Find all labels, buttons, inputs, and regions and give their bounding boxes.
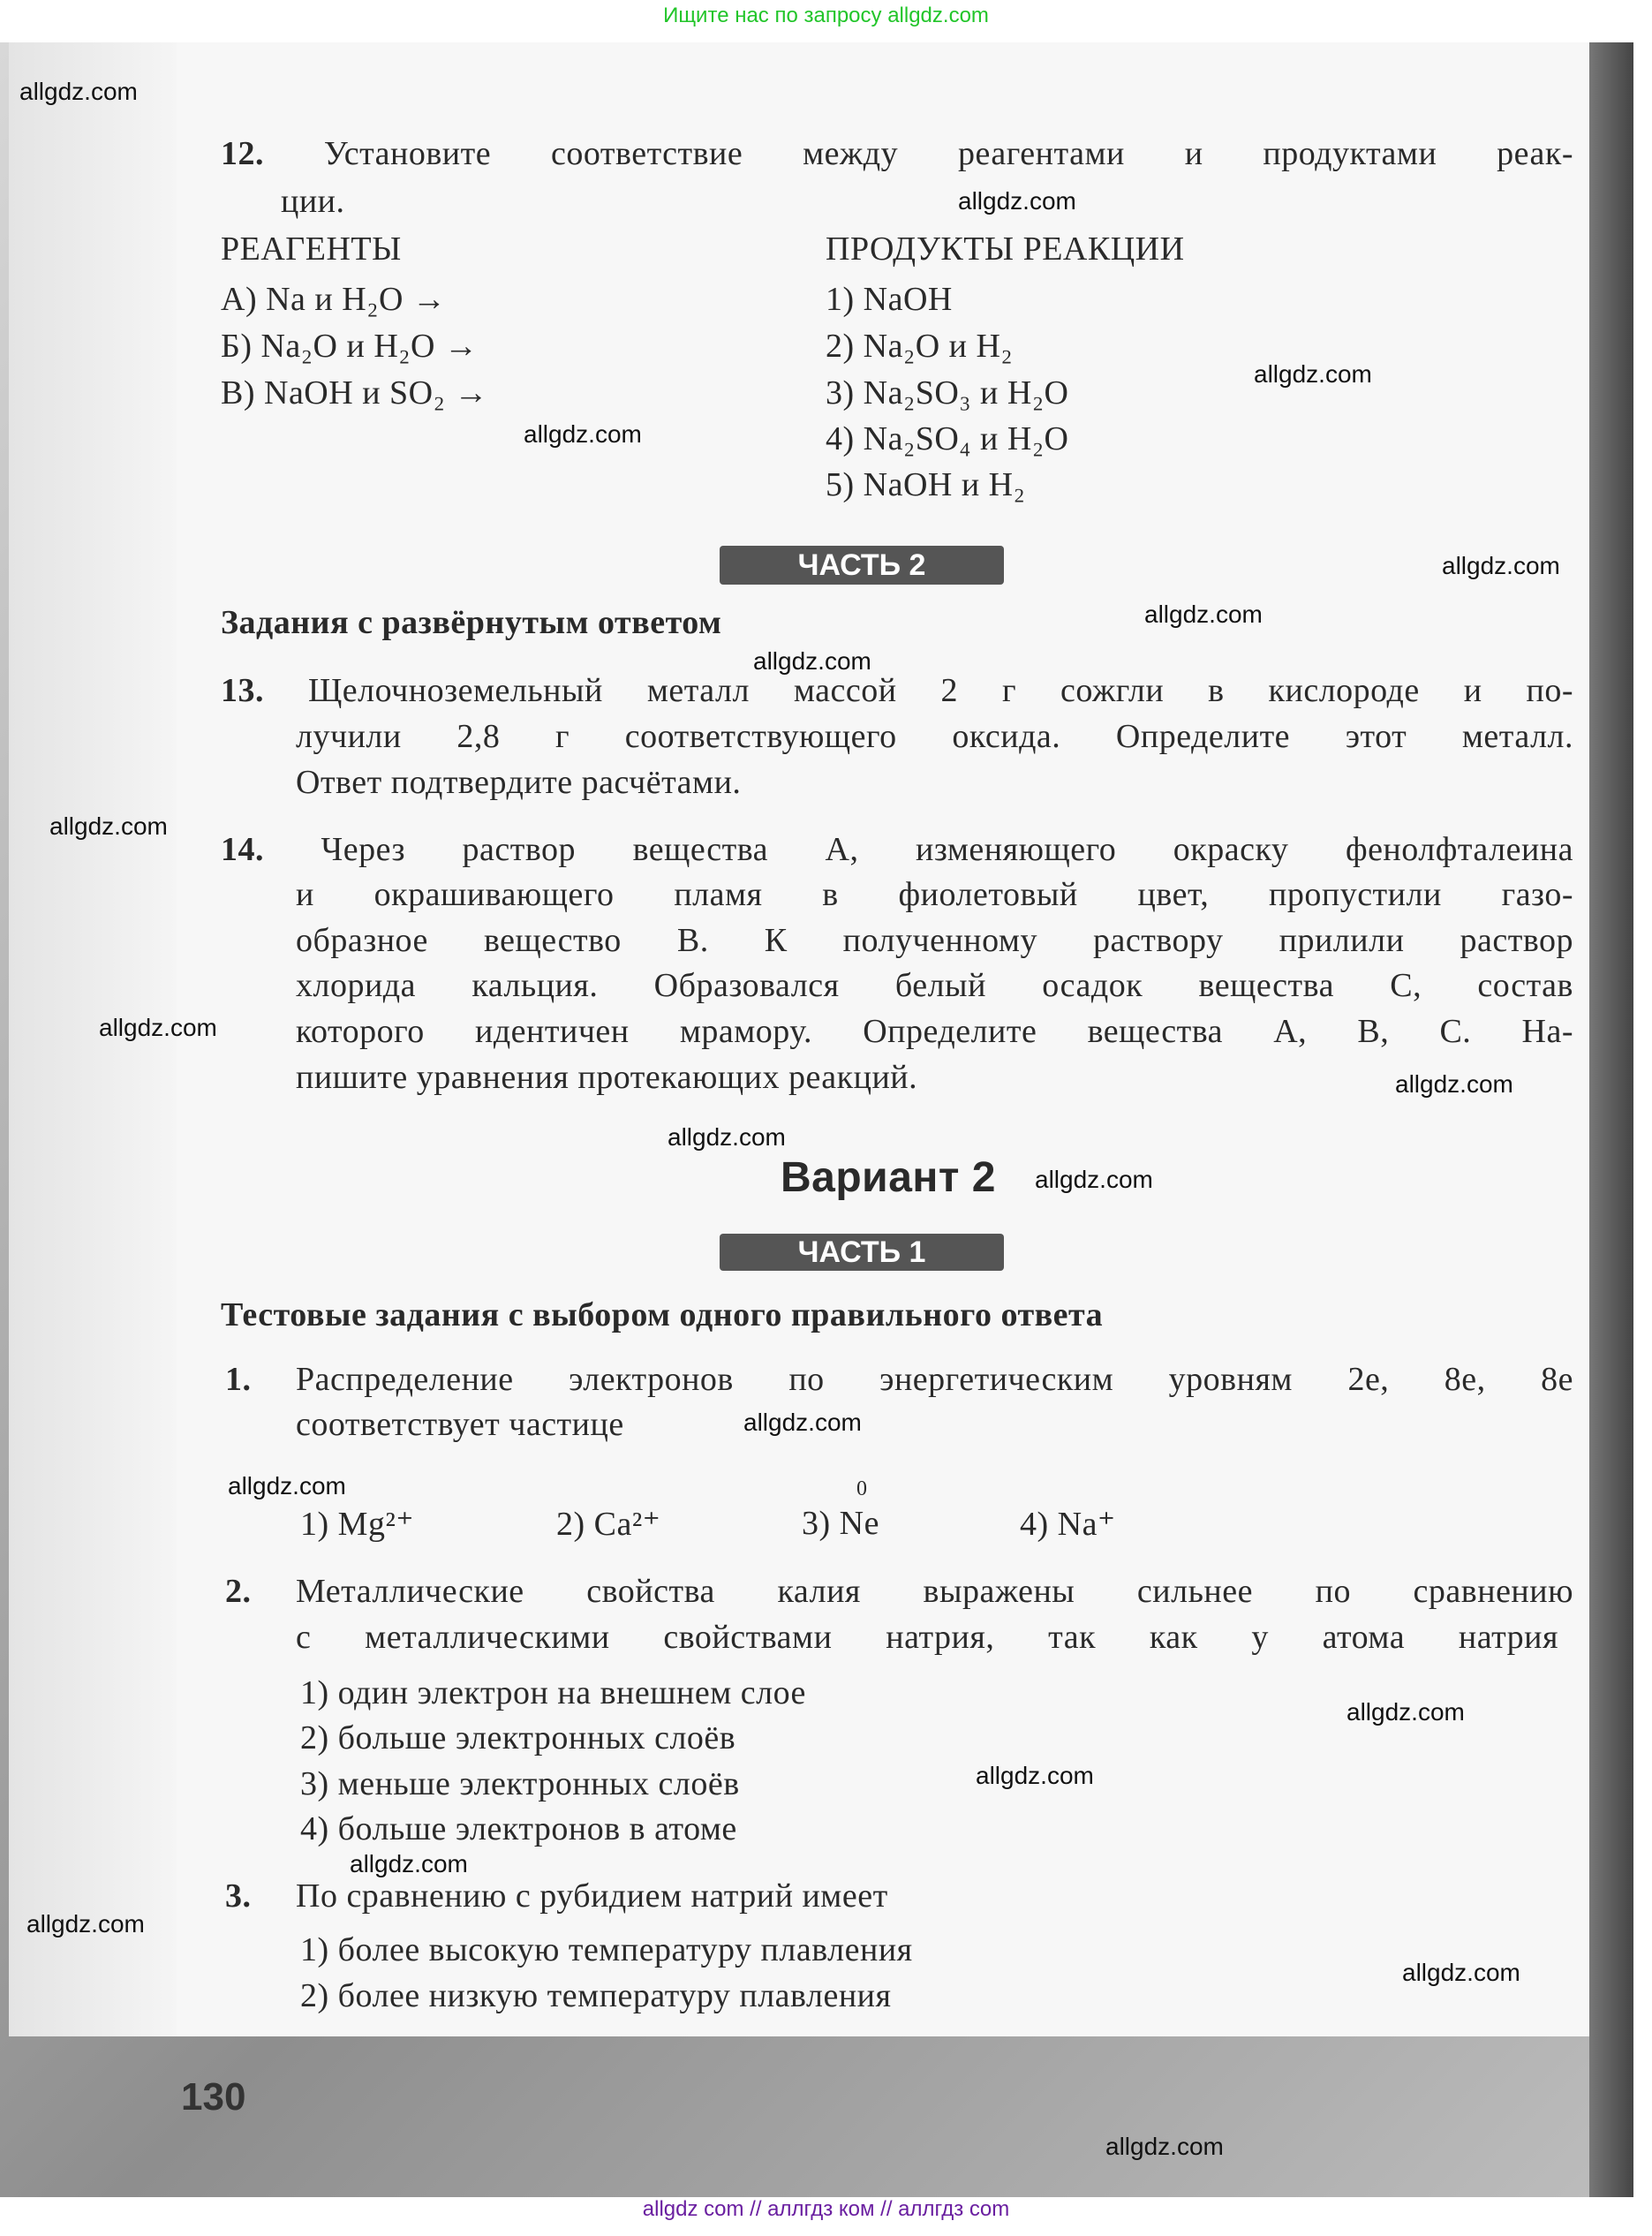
q1-line1: Распределение электронов по энергетическим уровням 2e, 8e, 8e [296, 1361, 1573, 1398]
task-number: 14. [221, 831, 264, 868]
task-text: Через раствор вещества А, изменяющего окраску фенолфталеина [321, 831, 1573, 868]
task14-line1 [221, 830, 1573, 869]
q3-option-2: 2) более низкую температуру плавления [300, 1977, 892, 2014]
reagents-header: РЕАГЕНТЫ [221, 230, 402, 268]
watermark: allgdz.com [524, 420, 642, 448]
watermark: allgdz.com [228, 1472, 346, 1499]
product-4: 4) Na₂SO₄ и H₂O [826, 420, 1069, 457]
part2-heading: Задания с развёрнутым ответом [221, 604, 722, 641]
q3-number: 3. [225, 1877, 252, 1915]
q1-option-2: 2) Ca²⁺ [556, 1506, 661, 1543]
q3-option-1: 1) более высокую температуру плавления [300, 1931, 913, 1968]
label: Б) [221, 328, 253, 365]
q2-option-1: 1) один электрон на внешнем слое [300, 1674, 806, 1711]
reagent-b [221, 327, 478, 366]
task-number: 13. [221, 672, 264, 709]
product-1: 1) NaOH [826, 281, 953, 318]
watermark: allgdz.com [1402, 1959, 1520, 1986]
task14-line2: и окрашивающего пламя в фиолетовый цвет, пропустили газо- [296, 876, 1573, 913]
watermark: allgdz.com [1395, 1070, 1513, 1098]
watermark: allgdz.com [753, 647, 871, 675]
text: Na и H₂O → [266, 281, 447, 318]
task-text: Щелочноземельный металл массой 2 г сожгли в кислороде и по- [307, 672, 1573, 709]
q2-option-4: 4) больше электронов в атоме [300, 1810, 737, 1847]
reagent-c [221, 374, 488, 412]
task14-line4: хлорида кальция. Образовался белый осадок вещества С, состав [296, 967, 1573, 1004]
q1-option-3 [802, 1477, 879, 1543]
task-text: Установите соответствие между реагентами и продуктами реак- [323, 135, 1573, 172]
watermark: allgdz.com [1144, 601, 1263, 628]
ne-charge: 0 [856, 1477, 868, 1500]
watermark: allgdz.com [958, 187, 1076, 215]
task14-line3: образное вещество В. К полученному раствору прилили раствор [296, 922, 1573, 959]
watermark: allgdz.com [1254, 360, 1372, 388]
watermark: allgdz.com [26, 1910, 145, 1938]
book-spine-shadow [1589, 42, 1633, 2197]
footer-links[interactable]: allgdz com // аллгдз ком // аллгдз com [642, 2197, 1010, 2221]
watermark: allgdz.com [668, 1123, 786, 1151]
q2-line1: Металлические свойства калия выражены сильнее по сравнению [296, 1573, 1573, 1610]
watermark: allgdz.com [350, 1850, 468, 1877]
part2-badge: ЧАСТЬ 2 [720, 546, 1004, 585]
task14-line6: пишите уравнения протекающих реакций. [296, 1059, 918, 1096]
watermark: allgdz.com [1035, 1166, 1153, 1193]
page-number: 130 [181, 2075, 246, 2119]
task13-line1 [221, 671, 1573, 710]
q2-option-3: 3) меньше электронных слоёв [300, 1765, 740, 1802]
task12-line2: ции. [281, 183, 345, 220]
label: В) [221, 374, 255, 412]
watermark: allgdz.com [976, 1762, 1094, 1789]
task14-line5: которого идентичен мрамору. Определите вещества А, В, С. На- [296, 1013, 1573, 1050]
q1-option-4: 4) Na⁺ [1020, 1506, 1116, 1543]
q3-line1: По сравнению с рубидием натрий имеет [296, 1877, 888, 1915]
task12-line1 [221, 134, 1573, 173]
task13-line3: Ответ подтвердите расчётами. [296, 764, 742, 801]
part1-badge: ЧАСТЬ 1 [720, 1234, 1004, 1271]
product-5: 5) NaOH и H₂ [826, 466, 1026, 503]
watermark: allgdz.com [49, 812, 168, 840]
variant-title: Вариант 2 [781, 1154, 996, 1201]
products-header: ПРОДУКТЫ РЕАКЦИИ [826, 230, 1185, 268]
watermark: allgdz.com [1346, 1698, 1465, 1726]
text: NaOH и SO₂ → [264, 374, 488, 412]
q1-number: 1. [225, 1361, 252, 1398]
reagent-a [221, 280, 446, 319]
q2-line2: с металлическими свойствами натрия, так как у атома натрия [296, 1619, 1558, 1656]
product-3: 3) Na₂SO₃ и H₂O [826, 374, 1069, 412]
q2-number: 2. [225, 1573, 252, 1610]
q2-option-2: 2) больше электронных слоёв [300, 1719, 736, 1756]
watermark: allgdz.com [743, 1409, 862, 1436]
watermark: allgdz.com [1105, 2133, 1224, 2160]
watermark: allgdz.com [1442, 552, 1560, 579]
part1-heading: Тестовые задания с выбором одного правильного ответа [221, 1296, 1104, 1333]
text: Na₂O и H₂O → [260, 328, 479, 365]
watermark: allgdz.com [99, 1014, 217, 1041]
q1-option-1: 1) Mg²⁺ [300, 1506, 414, 1543]
option-text: 3) Ne [802, 1505, 879, 1542]
watermark: allgdz.com [19, 78, 138, 105]
label: А) [221, 281, 258, 318]
task13-line2: лучили 2,8 г соответствующего оксида. Определите этот металл. [296, 718, 1573, 755]
product-2: 2) Na₂O и H₂ [826, 328, 1014, 365]
top-banner[interactable]: Ищите нас по запросу allgdz.com [663, 4, 989, 27]
task-number: 12. [221, 135, 264, 172]
q1-line2: соответствует частице [296, 1406, 624, 1443]
